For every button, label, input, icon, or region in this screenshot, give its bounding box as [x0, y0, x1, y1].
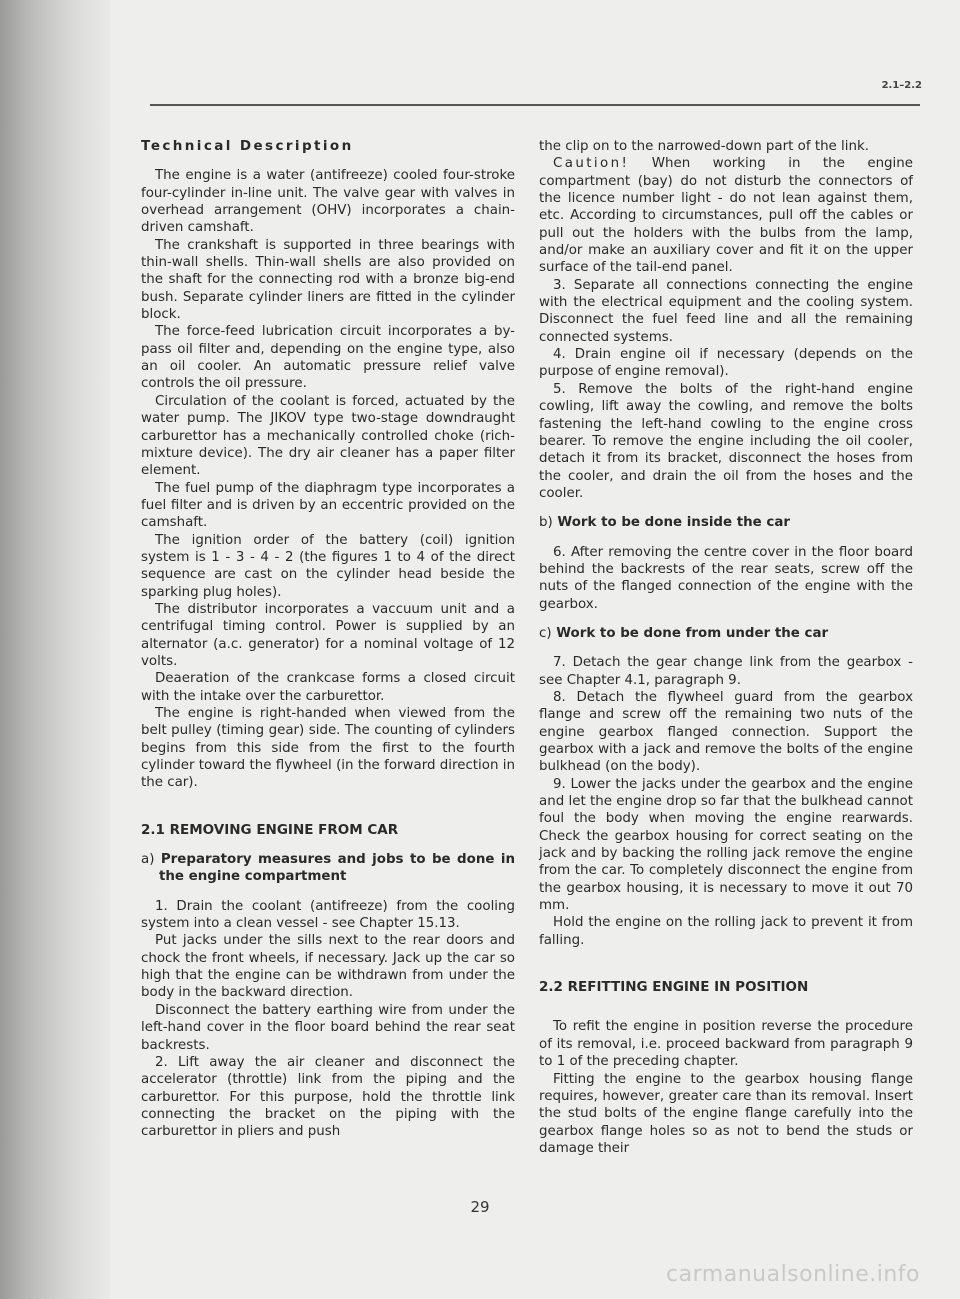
paragraph: Disconnect the battery earthing wire from under the left-hand cover in the floor board behind the rear seat backrests. — [141, 1002, 515, 1053]
paragraph: Put jacks under the sills next to the rear doors and chock the front wheels, if necessary. Jack up the car so high that the engine can be withdrawn from under the body in the backward direction. — [141, 933, 515, 1001]
paragraph: To refit the engine in position reverse the procedure of its removal, i.e. proceed backward from paragraph 9 to 1 of the preceding chapter. — [539, 1019, 913, 1070]
paragraph: The ignition order of the battery (coil) ignition system is 1 - 3 - 4 - 2 (the figures 1 to 4 of the direct sequence are cast on the cylinder head beside the sparking plug holes). — [141, 532, 515, 600]
step-2: 2. Lift away the air cleaner and disconnect the accelerator (throttle) link from the piping and the carburettor. For this purpose, hold the throttle link connecting the bracket on the piping with the carburettor in pliers and push — [141, 1054, 515, 1140]
paragraph: Circulation of the coolant is forced, actuated by the water pump. The JIKOV type two-stage downdraught carburettor has a mechanically controlled choke (rich-mixture device). The dry air cleaner has a paper filter element. — [141, 393, 515, 479]
caution-label: Caution! — [553, 156, 630, 172]
paragraph: Deaeration of the crankcase forms a closed circuit with the intake over the carburettor. — [141, 671, 515, 704]
subsection-c — [539, 625, 913, 642]
subsection-tag: c) — [539, 625, 552, 641]
step-7: 7. Detach the gear change link from the gearbox - see Chapter 4.1, paragraph 9. — [539, 655, 913, 688]
paragraph: Fitting the engine to the gearbox housing flange requires, however, greater care than its removal. Insert the stud bolts of the engine flange carefully into the gearbox flange holes so as not to bend the studs or damage their — [539, 1071, 913, 1156]
header-rule — [150, 104, 920, 106]
step-1: 1. Drain the coolant (antifreeze) from the cooling system into a clean vessel - see Chapter 15.13. — [141, 898, 515, 932]
step-4: 4. Drain engine oil if necessary (depends on the purpose of engine removal). — [539, 347, 913, 380]
caution-text: When working in the engine compartment (bay) do not disturb the connectors of the licence number light - do not lean against them, etc. According to circumstances, pull off the cables or pull out the holders with the bulbs from the lamp, and/or make an auxiliary cover and fit it on the upper surface of the tail-end panel. — [539, 156, 913, 276]
subsection-tag: a) — [141, 852, 155, 868]
paragraph: The distributor incorporates a vaccuum unit and a centrifugal timing control. Power is supplied by an alternator (a.c. generator) for a nominal voltage of 12 volts. — [141, 601, 515, 669]
section-title-2-1: 2.1 REMOVING ENGINE FROM CAR — [141, 821, 399, 838]
technical-description-title: Technical Description — [141, 138, 354, 154]
right-column — [539, 138, 913, 1157]
caution-paragraph — [539, 155, 913, 276]
page-reference: 2.1–2.2 — [881, 80, 922, 91]
book-binding-shadow — [0, 0, 110, 1299]
paragraph: The engine is right-handed when viewed from the belt pulley (timing gear) side. The counting of cylinders begins from this side from the first to the fourth cylinder toward the flywheel (in the forward direction in the car). — [141, 706, 515, 791]
paragraph: the clip on to the narrowed-down part of the link. — [539, 139, 869, 154]
step-6: 6. After removing the centre cover in the floor board behind the backrests of the rear seats, screw off the nuts of the flanged connection of the engine with the gearbox. — [539, 544, 913, 612]
step-8: 8. Detach the flywheel guard from the gearbox flange and screw off the remaining two nuts of the engine gearbox flanged connection. Support the gearbox with a jack and remove the bolts of the engine bulkhead (on the body). — [539, 689, 913, 775]
paragraph: Hold the engine on the rolling jack to prevent it from falling. — [539, 915, 913, 948]
subsection-a — [141, 851, 515, 886]
step-3: 3. Separate all connections connecting the engine with the electrical equipment and the cooling system. Disconnect the fuel feed line and all the remaining connected systems. — [539, 277, 913, 345]
paragraph: The fuel pump of the diaphragm type incorporates a fuel filter and is driven by an eccentric provided on the camshaft. — [141, 480, 515, 531]
subsection-b — [539, 514, 913, 531]
subsection-text: Preparatory measures and jobs to be done in the engine compartment — [159, 852, 515, 885]
step-9: 9. Lower the jacks under the gearbox and the engine and let the engine drop so far that the bulkhead cannot foul the body when moving the engine rearwards. Check the gearbox housing for correct seating on the jack and by backing the rolling jack remove the engine from the car. To completely disconnect the engine from the gearbox housing, it is necessary to move it out 70 mm. — [539, 776, 913, 914]
step-5: 5. Remove the bolts of the right-hand engine cowling, lift away the cowling, and remove the bolts fastening the left-hand cowling to the engine cross bearer. To remove the engine including the oil cooler, detach it from its bracket, disconnect the hoses from the cooler, and drain the oil from the hoses and the cooler. — [539, 381, 913, 501]
subsection-tag: b) — [539, 515, 553, 531]
left-column — [141, 138, 515, 1141]
subsection-text: Work to be done from under the car — [556, 625, 829, 641]
page-number: 29 — [470, 1198, 490, 1216]
subsection-text: Work to be done inside the car — [557, 515, 790, 531]
paragraph: The engine is a water (antifreeze) cooled four-stroke four-cylinder in-line unit. The valve gear with valves in overhead arrangement (OHV) incorporates a chain-driven camshaft. — [141, 168, 515, 236]
watermark: carmanualsonline.info — [666, 1262, 920, 1287]
paragraph: The crankshaft is supported in three bearings with thin-wall shells. Thin-wall shells are also provided on the shaft for the connecting rod with a bronze big-end bush. Separate cylinder liners are fitted in the cylinder block. — [141, 237, 515, 323]
section-title-2-2: 2.2 REFITTING ENGINE IN POSITION — [539, 979, 809, 996]
paragraph: The force-feed lubrication circuit incorporates a by-pass oil filter and, depending on the engine type, also an oil cooler. An automatic pressure relief valve controls the oil pressure. — [141, 324, 515, 392]
